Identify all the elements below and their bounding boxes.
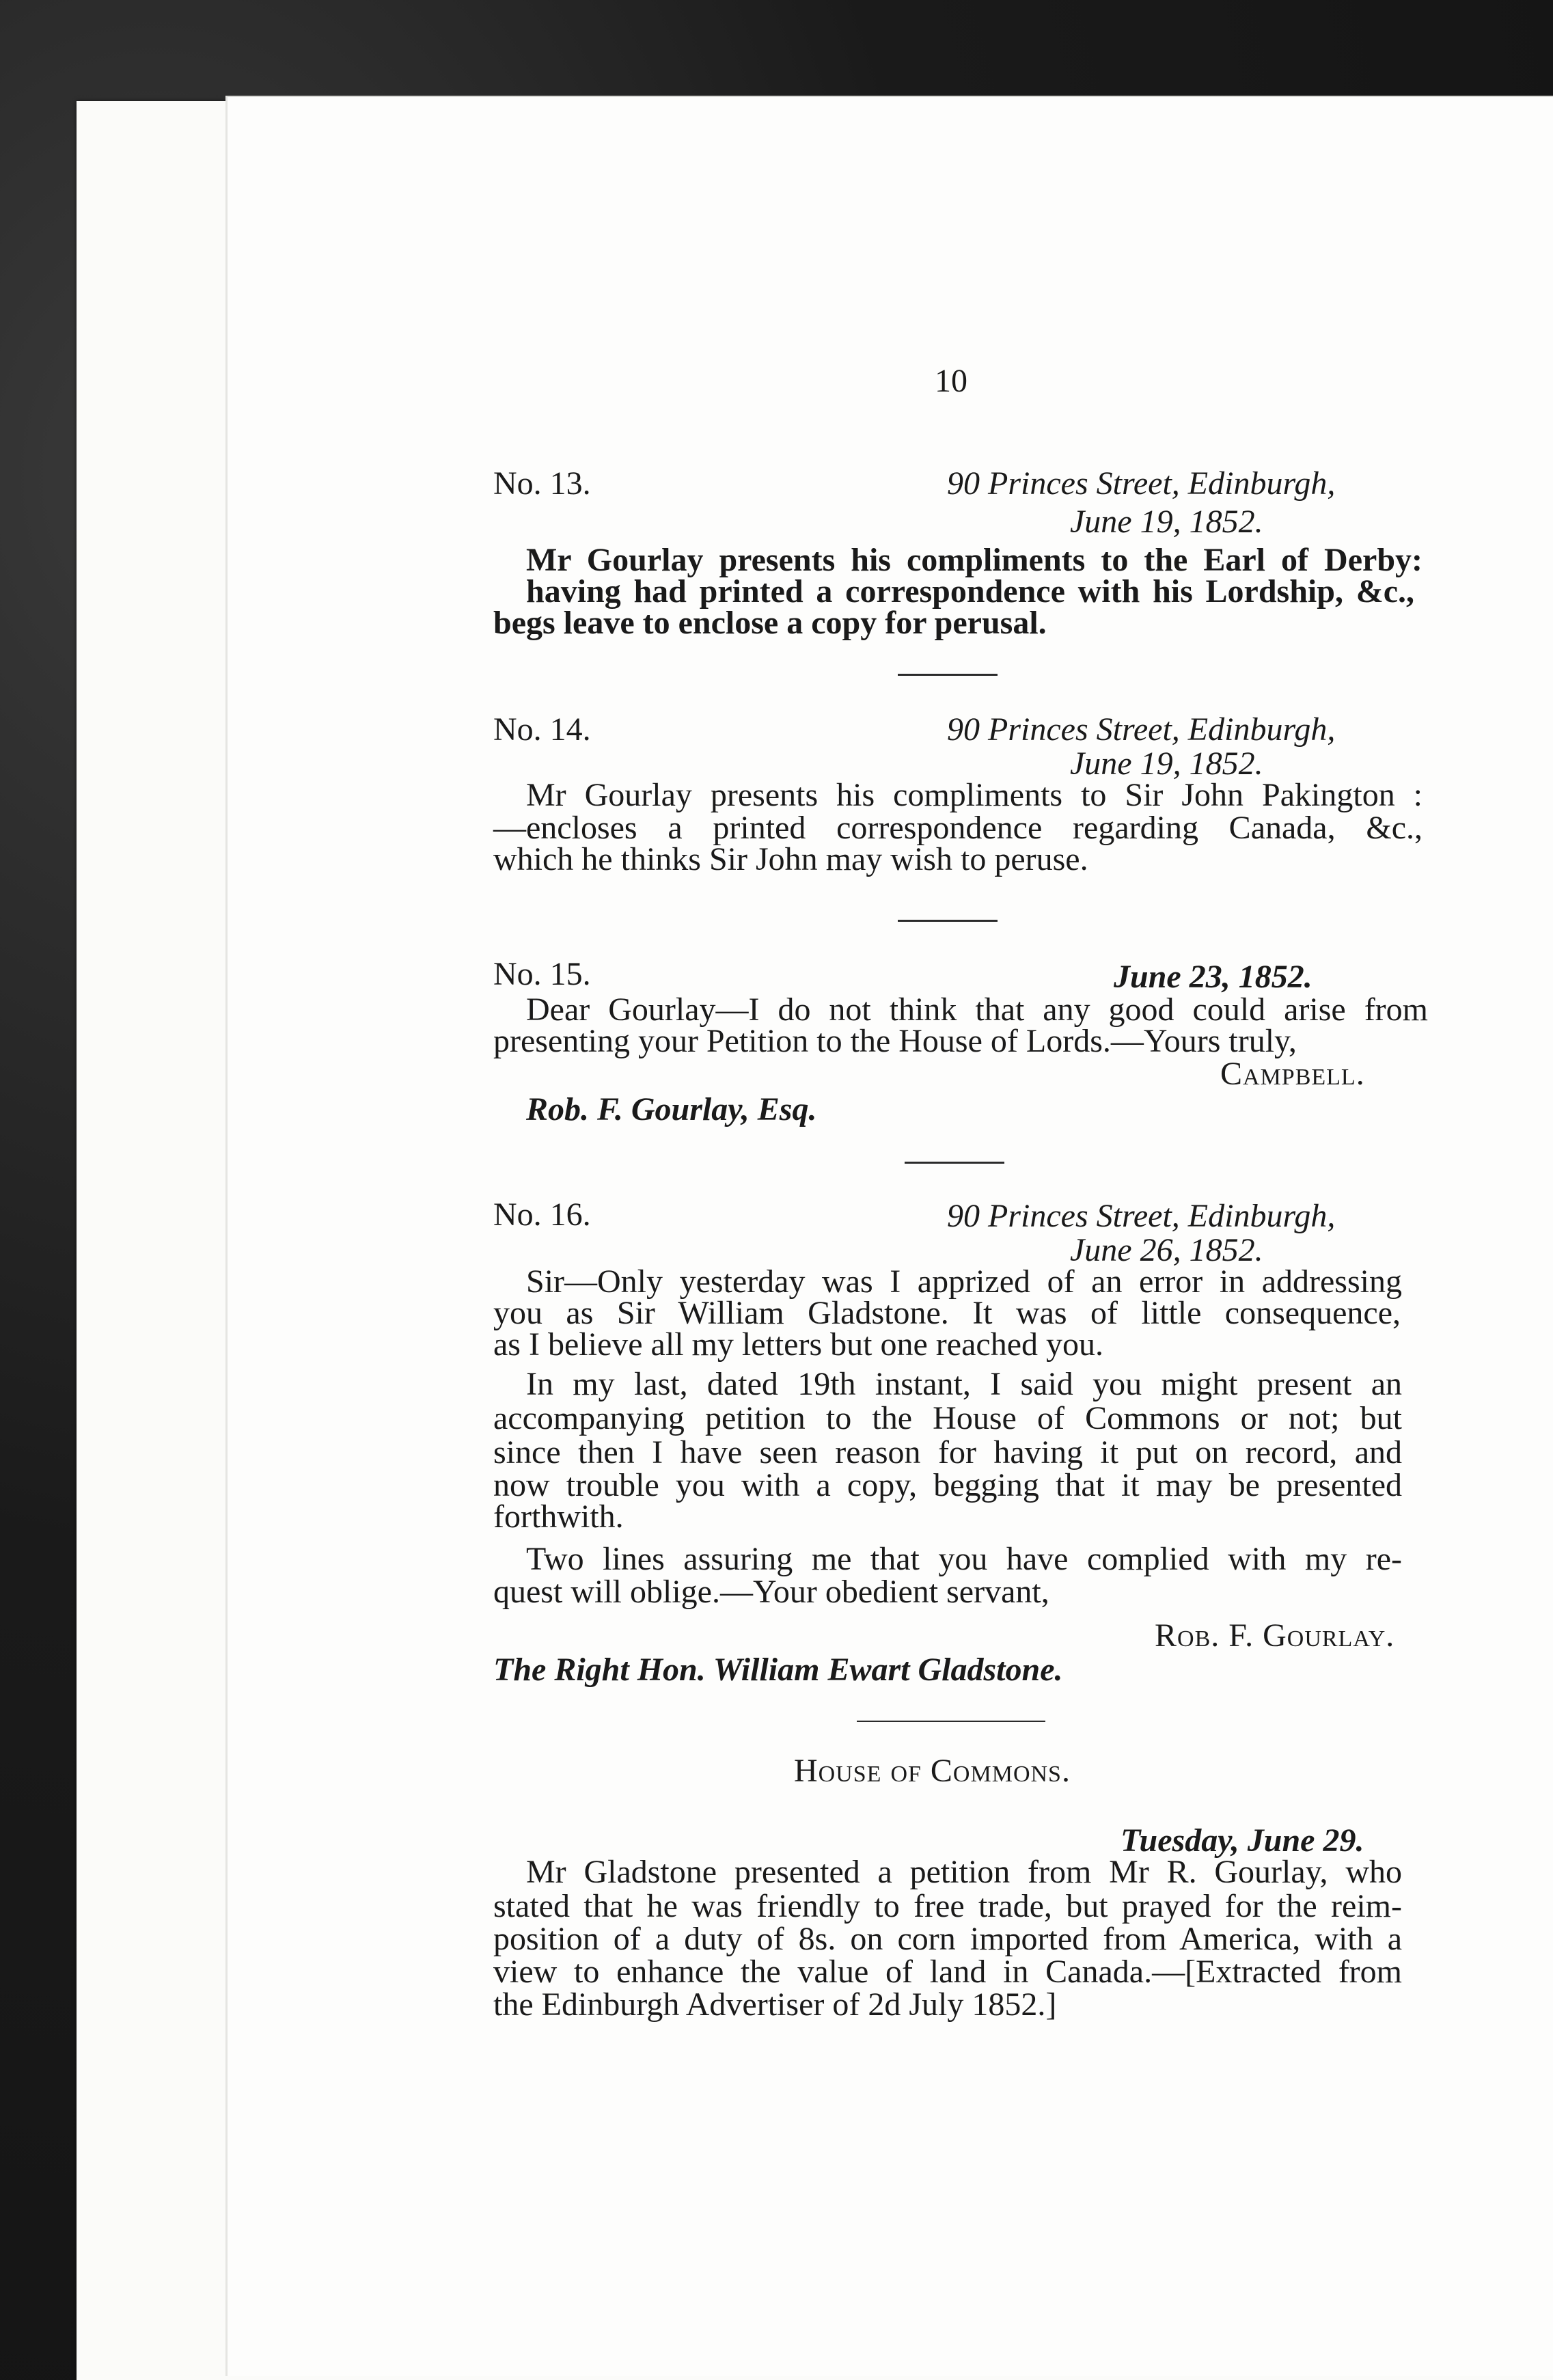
letter-16-line-5: accompanying petition to the House of Commons or not; but: [493, 1400, 1402, 1436]
commons-line-3: position of a duty of 8s. on corn imported from America, with a: [493, 1921, 1402, 1957]
letter-16-number: No. 16.: [493, 1196, 591, 1233]
letter-14-line-3: which he thinks Sir John may wish to peruse.: [493, 841, 1088, 877]
letter-13-number: No. 13.: [493, 465, 591, 502]
letter-15-signature: Campbell.: [1220, 1056, 1365, 1092]
commons-line-1: Mr Gladstone presented a petition from Mr R. Gourlay, who: [526, 1854, 1402, 1890]
commons-line-4: view to enhance the value of land in Canada.—[Extracted from: [493, 1954, 1402, 1990]
letter-14-number: No. 14.: [493, 711, 591, 748]
page-number: 10: [935, 363, 967, 399]
letter-16-addressee: The Right Hon. William Ewart Gladstone.: [493, 1652, 1063, 1688]
letter-14-address: 90 Princes Street, Edinburgh,: [947, 711, 1336, 748]
commons-date: Tuesday, June 29.: [1121, 1822, 1364, 1859]
letter-16-signature: Rob. F. Gourlay.: [1155, 1617, 1395, 1654]
letter-16-date: June 26, 1852.: [1070, 1232, 1263, 1268]
letter-13-date: June 19, 1852.: [1070, 504, 1263, 540]
letter-16-line-8: forthwith.: [493, 1499, 624, 1535]
letter-15-line-1: Dear Gourlay—I do not think that any good could arise from: [526, 991, 1428, 1028]
letter-16-line-3: as I believe all my letters but one reached you.: [493, 1326, 1103, 1363]
separator-rule: [898, 674, 998, 676]
letter-13-line-1: Mr Gourlay presents his compliments to the Earl of Derby:: [526, 542, 1423, 578]
page: [225, 96, 1553, 2376]
letter-16-line-4: In my last, dated 19th instant, I said you might present an: [526, 1366, 1402, 1402]
separator-rule: [905, 1162, 1004, 1164]
letter-14-line-1: Mr Gourlay presents his compliments to Sir John Pakington :: [526, 777, 1423, 813]
letter-16-line-6: since then I have seen reason for having it put on record, and: [493, 1434, 1402, 1471]
letter-15-number: No. 15.: [493, 956, 591, 992]
letter-15-date: June 23, 1852.: [1114, 959, 1313, 995]
separator-rule: [898, 920, 998, 922]
commons-line-5: the Edinburgh Advertiser of 2d July 1852.]: [493, 1986, 1057, 2023]
letter-16-line-1: Sir—Only yesterday was I apprized of an error in addressing: [526, 1263, 1402, 1300]
commons-line-2: stated that he was friendly to free trade, but prayed for the reim-: [493, 1888, 1402, 1924]
house-of-commons-heading: House of Commons.: [794, 1753, 1071, 1789]
letter-14-line-2: —encloses a printed correspondence regarding Canada, &c.,: [493, 810, 1423, 846]
letter-16-address: 90 Princes Street, Edinburgh,: [947, 1198, 1336, 1234]
letter-15-line-2: presenting your Petition to the House of Lords.—Yours truly,: [493, 1023, 1297, 1059]
letter-13-line-2: having had printed a correspondence with his Lordship, &c.,: [526, 573, 1414, 610]
letter-16-line-10: quest will oblige.—Your obedient servant,: [493, 1574, 1049, 1610]
letter-16-line-9: Two lines assuring me that you have complied with my re-: [526, 1541, 1402, 1577]
letter-16-line-7: now trouble you with a copy, begging that it may be presented: [493, 1467, 1402, 1503]
letter-13-line-3: begs leave to enclose a copy for perusal.: [493, 605, 1047, 641]
letter-15-addressee: Rob. F. Gourlay, Esq.: [526, 1091, 817, 1127]
separator-rule: [857, 1721, 1045, 1722]
letter-14-date: June 19, 1852.: [1070, 746, 1263, 782]
letter-16-line-2: you as Sir William Gladstone. It was of little consequence,: [493, 1295, 1401, 1331]
letter-13-address: 90 Princes Street, Edinburgh,: [947, 465, 1336, 502]
